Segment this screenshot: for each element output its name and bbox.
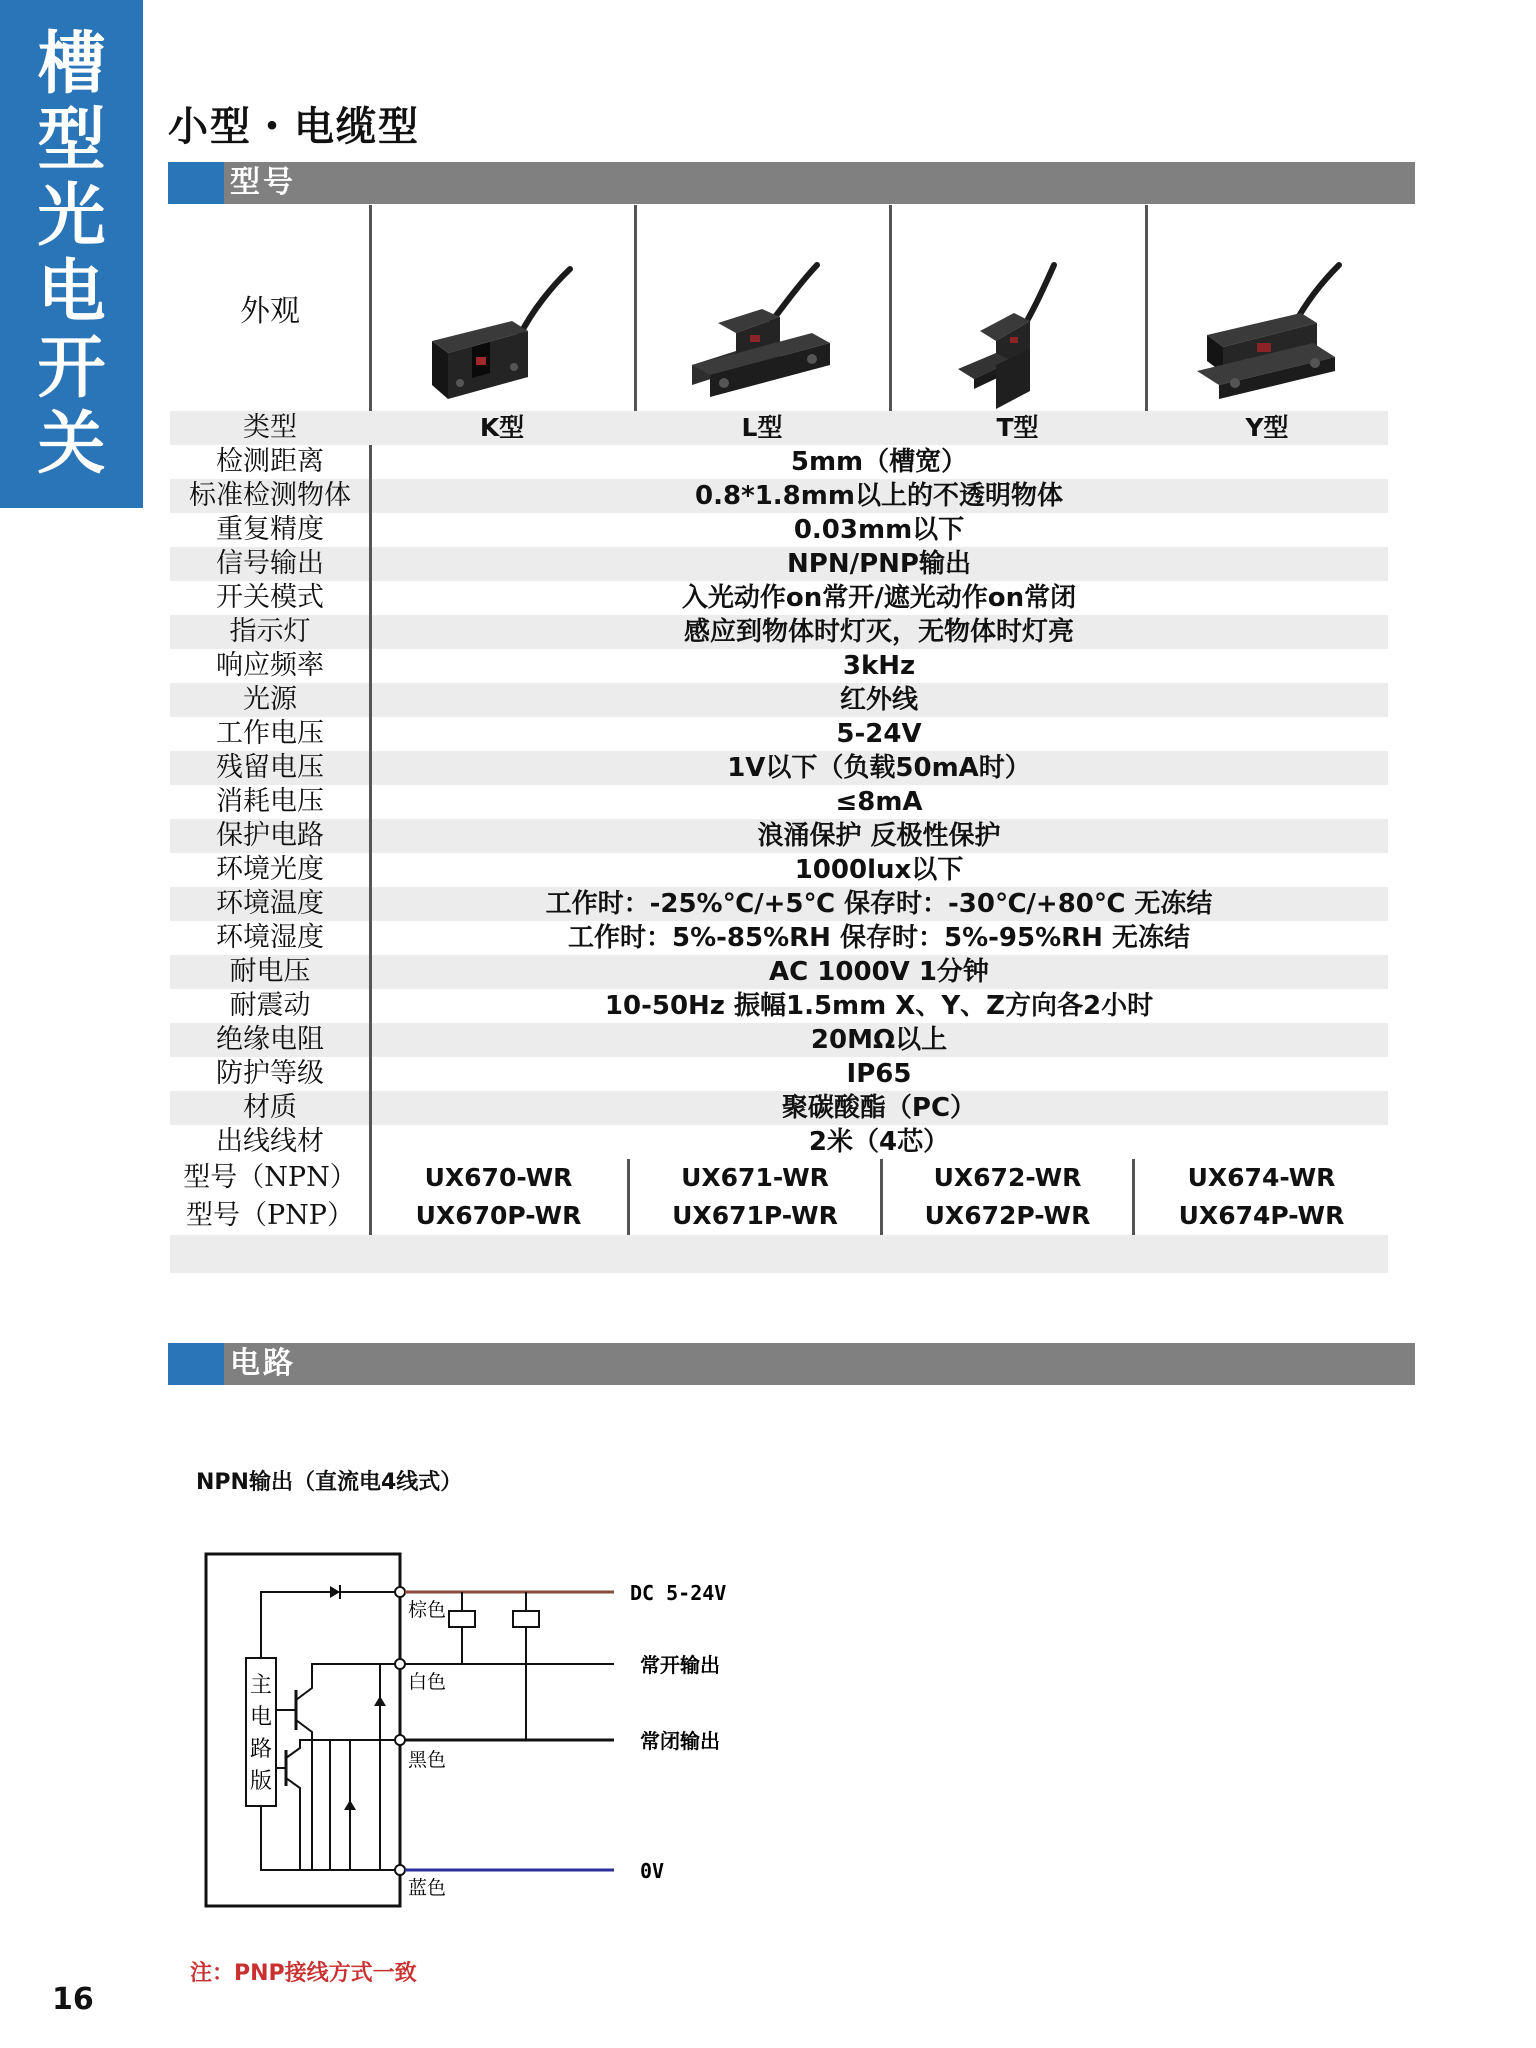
spec-row xyxy=(170,955,1388,989)
appearance-label: 外观 xyxy=(240,294,300,329)
spec-value: 1V以下（负载50mA时） xyxy=(727,753,1031,783)
diode-symbol xyxy=(330,1586,340,1598)
side-tab-char: 开 xyxy=(37,328,106,408)
model-value: UX670-WR xyxy=(424,1163,573,1192)
spec-label: 工作电压 xyxy=(216,718,324,749)
spec-row xyxy=(170,1057,1388,1091)
spec-table xyxy=(170,205,1388,1273)
model-value: UX674-WR xyxy=(1187,1163,1336,1192)
spec-value: 感应到物体时灯灭，无物体时灯亮 xyxy=(683,617,1074,647)
spec-value: 工作时：5%-85%RH 保存时：5%-95%RH 无冻结 xyxy=(568,923,1190,953)
wire-label: 白色 xyxy=(408,1671,447,1693)
spec-value: 0.03mm以下 xyxy=(793,515,965,545)
spec-row xyxy=(170,819,1388,853)
spec-row xyxy=(170,649,1388,683)
spec-row-type xyxy=(170,411,1388,445)
wire-label: 黑色 xyxy=(408,1749,447,1771)
spec-row xyxy=(170,921,1388,955)
spec-row xyxy=(170,1091,1388,1125)
table-footer xyxy=(170,1235,1388,1273)
spec-label: 光源 xyxy=(243,684,297,715)
spec-row xyxy=(170,513,1388,547)
spec-label: 重复精度 xyxy=(216,514,324,545)
model-row-pnp xyxy=(170,1197,1388,1235)
wire-label: 蓝色 xyxy=(408,1877,447,1899)
side-tab-char: 电 xyxy=(37,252,106,332)
spec-row xyxy=(170,853,1388,887)
spec-value: 20MΩ以上 xyxy=(810,1025,948,1055)
model-value: UX672P-WR xyxy=(924,1201,1091,1230)
model-value: UX674P-WR xyxy=(1178,1201,1345,1230)
spec-label: 类型 xyxy=(243,412,297,443)
spec-row xyxy=(170,581,1388,615)
npn-output-title: NPN输出（直流电4线式） xyxy=(196,1470,463,1495)
diode-symbol xyxy=(374,1696,386,1706)
product-image-l xyxy=(635,205,889,411)
spec-label: 开关模式 xyxy=(216,582,324,613)
spec-row xyxy=(170,479,1388,513)
side-tab-char: 光 xyxy=(37,176,106,256)
terminal-label: 常开输出 xyxy=(640,1653,720,1677)
model-row-npn xyxy=(170,1159,1388,1197)
spec-label: 绝缘电阻 xyxy=(216,1024,324,1055)
spec-value: 工作时：-25%℃/+5℃ 保存时：-30℃/+80℃ 无冻结 xyxy=(545,889,1213,919)
spec-value: 5-24V xyxy=(836,719,922,749)
spec-row xyxy=(170,717,1388,751)
diode-symbol xyxy=(344,1800,356,1810)
product-image-t xyxy=(890,205,1145,411)
product-image-y xyxy=(1146,205,1388,411)
load-relay xyxy=(513,1611,539,1627)
spec-label: 材质 xyxy=(243,1092,297,1123)
circuit-diagram xyxy=(190,1540,790,1920)
side-tab-char: 型 xyxy=(37,100,106,180)
spec-row xyxy=(170,785,1388,819)
spec-row xyxy=(170,683,1388,717)
side-tab xyxy=(0,0,143,508)
type-value: K型 xyxy=(479,413,525,442)
spec-value: 红外线 xyxy=(839,685,918,715)
type-value: L型 xyxy=(741,413,783,442)
spec-label: 环境光度 xyxy=(216,854,324,885)
spec-row xyxy=(170,547,1388,581)
spec-label: 耐电压 xyxy=(229,956,311,987)
section-bar-circuit xyxy=(168,1343,1415,1385)
spec-row xyxy=(170,445,1388,479)
model-value: UX670P-WR xyxy=(415,1201,582,1230)
section-title-model: 型号 xyxy=(230,165,296,200)
terminal-label: 0V xyxy=(640,1859,665,1883)
spec-row xyxy=(170,989,1388,1023)
model-rows xyxy=(170,1159,1388,1235)
spec-value: 2米（4芯） xyxy=(808,1127,950,1157)
spec-value: 浪涌保护 反极性保护 xyxy=(757,821,1001,851)
spec-label: 消耗电压 xyxy=(216,786,324,817)
model-value: UX672-WR xyxy=(933,1163,1082,1192)
terminal-label: DC 5-24V xyxy=(630,1581,727,1605)
spec-value: AC 1000V 1分钟 xyxy=(769,957,989,987)
model-label: 型号（PNP） xyxy=(186,1200,354,1231)
section-accent xyxy=(168,162,224,204)
page-number: 16 xyxy=(52,1982,94,2017)
spec-label: 标准检测物体 xyxy=(189,480,351,511)
side-tab-char: 关 xyxy=(37,404,106,484)
spec-label: 信号输出 xyxy=(216,548,324,579)
section-title-circuit: 电路 xyxy=(230,1346,296,1381)
spec-value: 0.8*1.8mm以上的不透明物体 xyxy=(695,481,1063,511)
model-label: 型号（NPN） xyxy=(183,1162,357,1193)
product-image-k xyxy=(370,205,634,411)
spec-row xyxy=(170,1125,1388,1159)
type-value: Y型 xyxy=(1245,413,1289,442)
spec-row xyxy=(170,887,1388,921)
spec-label: 保护电路 xyxy=(216,820,324,851)
sensor-housing xyxy=(206,1554,400,1906)
column-divider xyxy=(369,445,372,1159)
page-title: 小型・电缆型 xyxy=(168,103,420,150)
section-bar-model xyxy=(168,162,1415,204)
spec-value: 1000lux以下 xyxy=(794,855,964,885)
spec-label: 耐震动 xyxy=(229,990,311,1021)
spec-label: 残留电压 xyxy=(216,752,324,783)
spec-row xyxy=(170,1023,1388,1057)
load-relay xyxy=(449,1611,475,1627)
board-char: 电 xyxy=(249,1705,273,1730)
spec-label: 防护等级 xyxy=(216,1058,324,1089)
spec-value: 聚碳酸酯（PC） xyxy=(781,1093,977,1123)
pnp-note: 注：PNP接线方式一致 xyxy=(190,1961,417,1986)
spec-label: 环境湿度 xyxy=(216,922,324,953)
spec-label: 指示灯 xyxy=(229,616,311,647)
spec-value: NPN/PNP输出 xyxy=(787,549,971,579)
board-char: 主 xyxy=(249,1673,273,1698)
spec-value: IP65 xyxy=(846,1059,912,1089)
spec-value: 10-50Hz 振幅1.5mm X、Y、Z方向各2小时 xyxy=(604,991,1154,1021)
spec-label: 检测距离 xyxy=(216,446,324,477)
appearance-row xyxy=(170,205,1388,411)
model-value: UX671-WR xyxy=(681,1163,829,1192)
spec-label: 出线线材 xyxy=(216,1126,324,1157)
spec-value: ≤8mA xyxy=(835,787,923,817)
spec-rows xyxy=(170,445,1388,1159)
spec-label: 环境温度 xyxy=(216,888,324,919)
spec-value: 3kHz xyxy=(842,651,916,681)
spec-label: 响应频率 xyxy=(216,650,324,681)
board-char: 路 xyxy=(249,1737,273,1762)
section-accent xyxy=(168,1343,224,1385)
spec-value: 入光动作on常开/遮光动作on常闭 xyxy=(681,583,1077,613)
spec-row xyxy=(170,751,1388,785)
type-value: T型 xyxy=(996,413,1039,442)
spec-row xyxy=(170,615,1388,649)
wire-label: 棕色 xyxy=(408,1599,447,1621)
terminal-label: 常闭输出 xyxy=(640,1729,720,1753)
board-char: 版 xyxy=(249,1769,273,1794)
model-value: UX671P-WR xyxy=(672,1201,838,1230)
side-tab-char: 槽 xyxy=(37,24,106,104)
spec-value: 5mm（槽宽） xyxy=(790,447,968,477)
